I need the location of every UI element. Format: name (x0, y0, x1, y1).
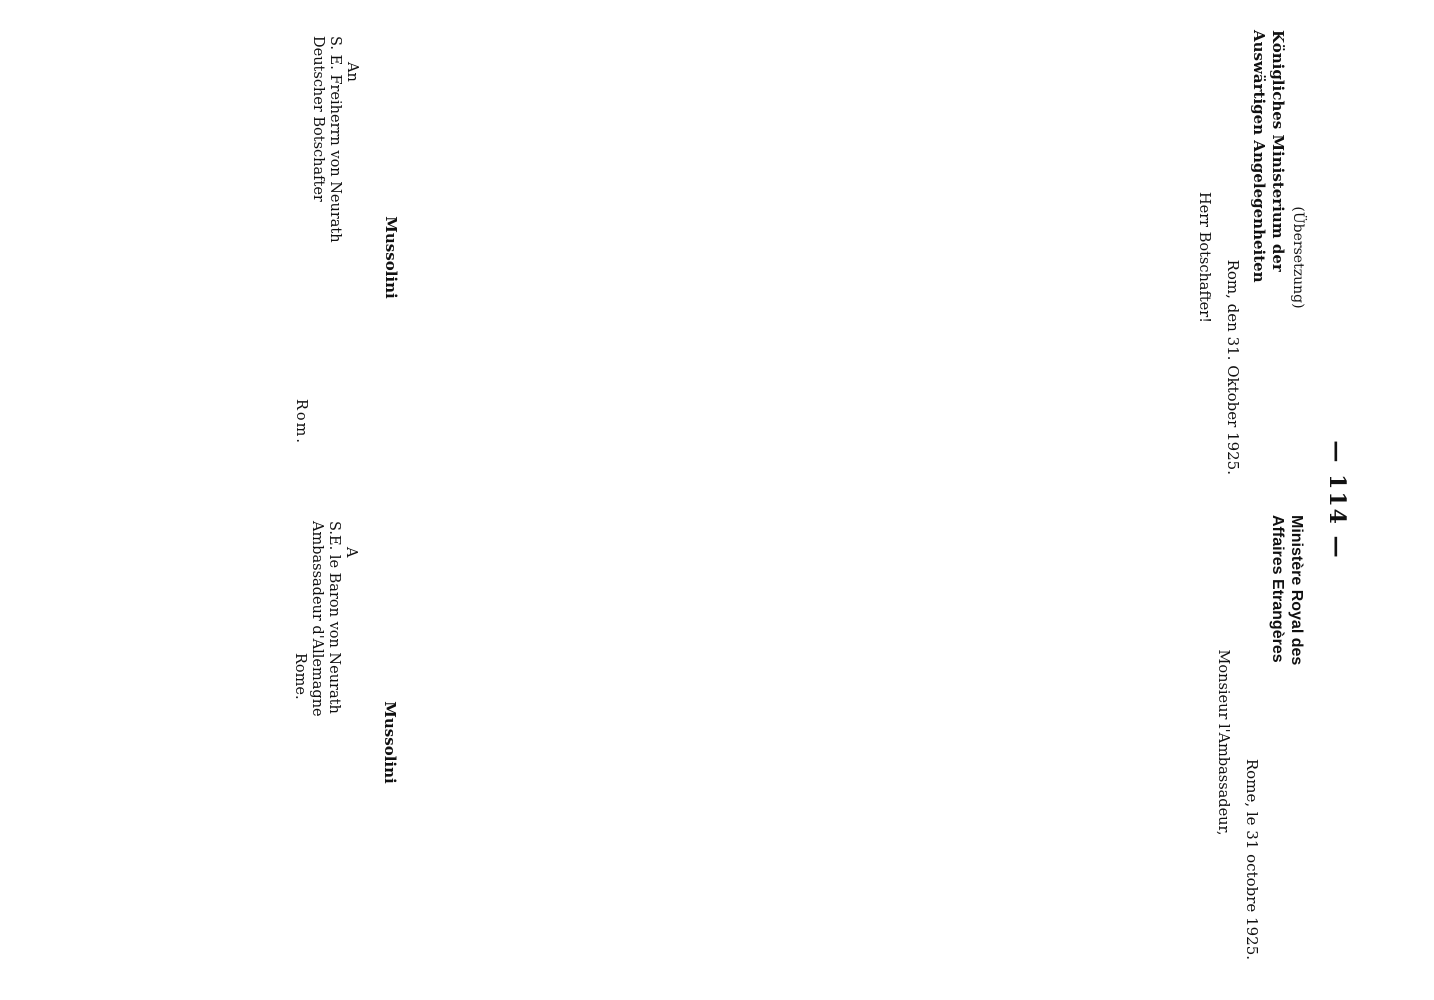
addressee-german (292, 36, 360, 485)
ministry-header-german (1249, 30, 1287, 485)
letter-date-german: Rom, den 31. Oktober 1925. (1224, 259, 1242, 475)
addressee-title: Deutscher Botschafter (310, 36, 326, 202)
page-number: — 114 — (1324, 440, 1350, 560)
signature-german: Mussolini (382, 216, 400, 299)
addressee-prefix: An (344, 62, 360, 82)
addressee-french (291, 521, 359, 970)
addressee-name: S. E. Freiherrn von Neurath (327, 36, 343, 243)
translation-note: (Übersetzung) (1290, 206, 1306, 309)
addressee-city: Rom. (293, 398, 309, 445)
salutation-german: Herr Botschafter! (1196, 192, 1212, 323)
addressee-title: Ambassadeur d'Allemagne (309, 521, 325, 717)
french-column (236, 515, 1306, 970)
addressee-prefix: A (343, 547, 359, 558)
addressee-name: S.E. le Baron von Neurath (326, 521, 342, 714)
ministry-line-2: Auswärtigen Angelegenheiten (1250, 30, 1268, 283)
addressee-city: Rome. (292, 653, 308, 700)
ministry-header-french (1268, 515, 1306, 970)
body-text-german (431, 30, 1191, 485)
letter-date-french: Rome, le 31 octobre 1925. (1243, 758, 1261, 960)
ministry-line-2: Affaires Etrangères (1269, 515, 1286, 663)
ministry-line-1: Ministère Royal des (1288, 515, 1305, 666)
ministry-line-1: Königliches Ministerium der (1269, 30, 1287, 272)
body-text-french (430, 515, 1210, 970)
salutation-french: Monsieur l'Ambassadeur, (1215, 649, 1231, 836)
german-column (236, 30, 1306, 485)
signature-french: Mussolini (381, 701, 399, 784)
